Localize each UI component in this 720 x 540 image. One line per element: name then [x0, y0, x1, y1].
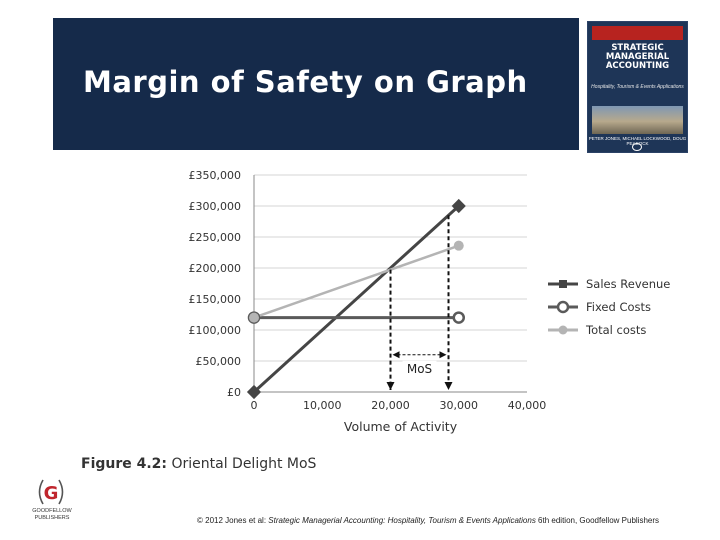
x-tick-label: 30,000 — [439, 399, 478, 412]
x-tick-label: 0 — [250, 399, 258, 412]
book-cover-subtitle: Hospitality, Tourism & Events Applications — [591, 84, 684, 90]
x-axis-title: Volume of Activity — [343, 419, 458, 434]
y-tick-label: £150,000 — [188, 293, 241, 306]
book-cover-title — [588, 44, 687, 71]
book-cover-title-line: ACCOUNTING — [605, 61, 670, 71]
book-cover-band — [592, 26, 683, 40]
footer-credit — [197, 516, 659, 525]
legend-total-costs-icon — [559, 326, 568, 335]
logo-right-bracket — [59, 480, 63, 504]
footer-suffix: 6th edition, Goodfellow Publishers — [535, 516, 660, 525]
book-cover-title-line: STRATEGIC — [611, 43, 664, 53]
figure-caption — [81, 456, 316, 472]
publisher-name — [26, 508, 78, 522]
figure-caption-label: Figure 4.2: — [81, 456, 168, 472]
footer-prefix: © 2012 Jones et al: — [197, 516, 269, 525]
slide-title: Margin of Safety on Graph — [83, 65, 528, 99]
mos-label: MoS — [406, 361, 433, 376]
y-tick-label: £100,000 — [188, 324, 241, 337]
x-tick-label: 40,000 — [507, 399, 547, 412]
y-tick-label: £250,000 — [188, 231, 241, 244]
footer-book-title: Strategic Managerial Accounting: Hospitality, Tourism & Events Applications — [268, 516, 536, 525]
title-bar — [53, 18, 579, 150]
mos-span-arrow-right — [440, 351, 447, 358]
mos-span-arrow-left — [393, 351, 400, 358]
legend-fixed-costs-label: Fixed Costs — [586, 300, 652, 314]
legend-sales-revenue-label: Sales Revenue — [586, 277, 671, 291]
y-tick-label: £50,000 — [195, 355, 241, 368]
chart-legend — [548, 277, 670, 337]
total-costs-point — [249, 313, 259, 323]
total-costs-point — [454, 241, 464, 251]
chart-grid — [254, 175, 527, 392]
legend-total-costs-label: Total costs — [586, 323, 647, 337]
total-costs-line — [254, 246, 459, 318]
x-tick-label: 10,000 — [303, 399, 342, 412]
book-cover-photo — [592, 106, 683, 134]
book-cover-publisher-icon — [632, 143, 642, 151]
y-tick-label: £200,000 — [188, 262, 241, 275]
y-tick-label: £350,000 — [188, 169, 241, 182]
mos-left-arrowhead — [387, 382, 395, 390]
publisher-name-line: GOODFELLOW — [32, 508, 72, 514]
logo-left-bracket — [40, 480, 44, 504]
book-cover-title-line: MANAGERIAL — [605, 52, 670, 62]
publisher-logo — [26, 478, 78, 524]
x-tick-label: 20,000 — [371, 399, 410, 412]
legend-fixed-costs-icon — [558, 302, 568, 312]
chart-axes — [189, 169, 547, 434]
fixed-costs-point — [454, 313, 464, 323]
legend-sales-revenue-icon — [559, 280, 567, 288]
figure-caption-title: Oriental Delight MoS — [167, 456, 317, 472]
publisher-name-line: PUBLISHERS — [34, 515, 70, 521]
book-cover-image — [587, 21, 688, 153]
logo-letter: G — [43, 483, 59, 504]
y-tick-label: £300,000 — [188, 200, 241, 213]
margin-of-safety-chart — [180, 160, 680, 445]
goodfellow-logo-icon — [35, 478, 67, 506]
book-cover-authors: PETER JONES, MICHAEL LOCKWOOD, DOUG PEACOCK — [588, 136, 687, 146]
y-tick-label: £0 — [227, 386, 241, 399]
mos-right-arrowhead — [445, 382, 453, 390]
